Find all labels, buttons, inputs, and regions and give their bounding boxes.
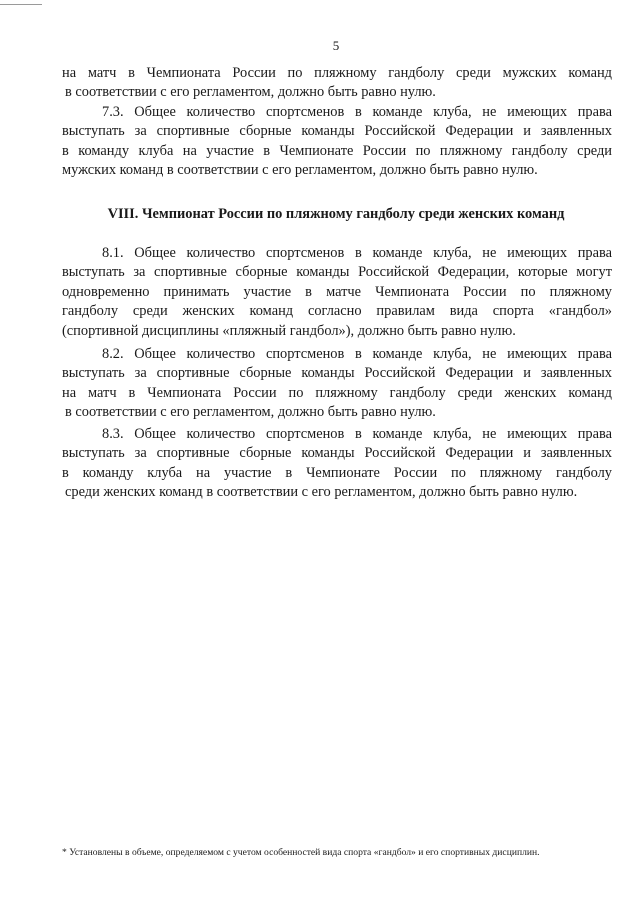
paragraph-8-2 — [62, 345, 612, 423]
page-number: 5 — [332, 38, 340, 53]
text-line: мужских команд в соответствии с его регламентом, должно быть равно нулю. — [62, 162, 538, 179]
text-line: выступать за спортивные сборные команды Российской Федерации и заявленных — [62, 365, 612, 382]
section-heading: VIII. Чемпионат России по пляжному гандболу среди женских команд — [107, 206, 565, 222]
text-line: 7.3. Общее количество спортсменов в команде клуба, не имеющих права — [102, 104, 612, 120]
text-line: среди женских команд в соответствии с его регламентом, должно быть равно нулю. — [65, 484, 578, 501]
paragraph-8-3 — [62, 425, 612, 503]
paragraph-continuation — [62, 64, 612, 103]
text-line: в соответствии с его регламентом, должно быть равно нулю. — [65, 404, 436, 421]
text-line: 8.2. Общее количество спортсменов в команде клуба, не имеющих права — [102, 346, 612, 362]
text-line: выступать за спортивные сборные команды Российской Федерации и заявленных — [62, 445, 612, 462]
text-line: в соответствии с его регламентом, должно быть равно нулю. — [65, 84, 436, 101]
text-line: в команду клуба на участие в Чемпионате России по пляжному гандболу среди — [62, 142, 612, 159]
text-line: гандболу среди женских команд согласно правилам вида спорта «гандбол» — [62, 303, 612, 320]
text-line: 8.1. Общее количество спортсменов в команде клуба, не имеющих права — [102, 245, 612, 261]
text-line: 8.3. Общее количество спортсменов в команде клуба, не имеющих права — [102, 426, 612, 442]
text-line: на матч в Чемпионата России по пляжному гандболу среди мужских команд — [62, 65, 612, 81]
text-line: выступать за спортивные сборные команды Российской Федерации и заявленных — [62, 123, 612, 140]
text-line: одновременно принимать участие в матче Чемпионата России по пляжному — [62, 283, 612, 300]
paragraph-8-1 — [62, 244, 612, 341]
text-line: выступать за спортивные сборные команды Российской Федерации, которые могут — [62, 264, 612, 281]
text-line: в команду клуба на участие в Чемпионате России по пляжному гандболу — [62, 464, 612, 481]
footnote: * Установлены в объеме, определяемом с учетом особенностей вида спорта «гандбол» и его спортивных дисциплин. — [62, 847, 540, 858]
text-line: (спортивной дисциплины «пляжный гандбол»), должно быть равно нулю. — [62, 322, 516, 339]
text-line: на матч в Чемпионата России по пляжному гандболу среди женских команд — [62, 384, 612, 401]
paragraph-7-3 — [62, 103, 612, 181]
scan-corner-mark — [0, 4, 42, 5]
